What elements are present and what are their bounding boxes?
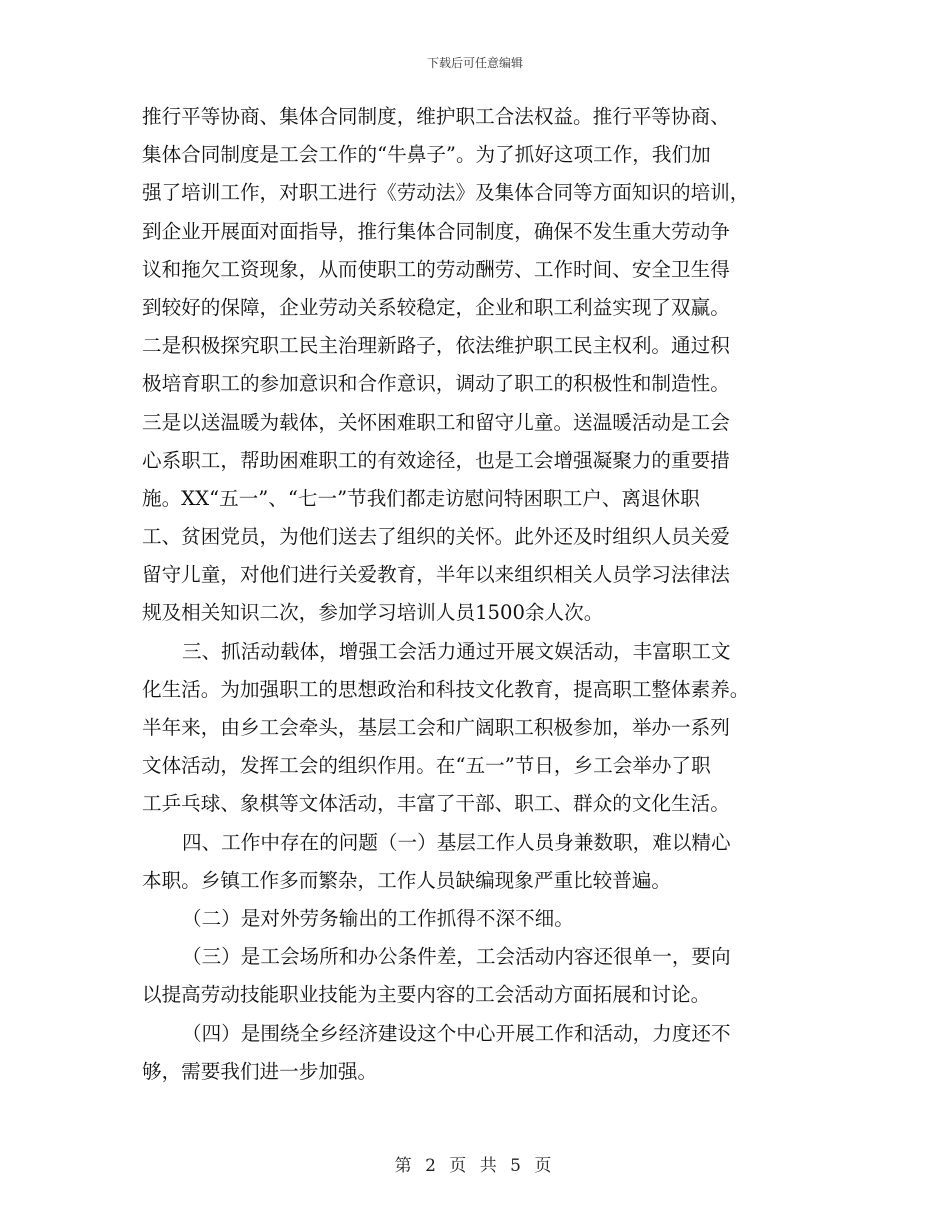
text-line: 三、抓活动载体，增强工会活力通过开展文娱活动，丰富职工文 — [182, 639, 731, 663]
text-line: 本职。乡镇工作多而繁杂，工作人员缺编现象严重比较普遍。 — [142, 868, 672, 892]
text-line: （二）是对外劳务输出的工作抓得不深不细。 — [182, 906, 574, 930]
text-line: 施。XX“五一”、“七一”节我们都走访慰问特困职工户、离退休职 — [142, 486, 700, 510]
text-line: 工、贫困党员，为他们送去了组织的关怀。此外还及时组织人员关爱 — [142, 525, 730, 549]
text-line: 推行平等协商、集体合同制度，维护职工合法权益。推行平等协商、 — [142, 105, 730, 128]
text-line: 四、工作中存在的问题（一）基层工作人员身兼数职，难以精心 — [182, 830, 731, 854]
text-line: 留守儿童，对他们进行关爱教育，半年以来组织相关人员学习法律法 — [142, 563, 730, 587]
text-line: 二是积极探究职工民主治理新路子，依法维护职工民主权利。通过积 — [142, 334, 730, 358]
text-line: 规及相关知识二次，参加学习培训人员1500余人次。 — [142, 601, 604, 625]
document-body — [142, 98, 822, 1091]
text-line: 议和拖欠工资现象，从而使职工的劳动酬劳、工作时间、安全卫生得 — [142, 257, 730, 281]
text-line: （三）是工会场所和办公条件差，工会活动内容还很单一，要向 — [182, 945, 731, 969]
text-line: 强了培训工作，对职工进行《劳动法》及集体合同等方面知识的培训， — [142, 181, 750, 205]
page-footer: 第 2 页 共 5 页 — [394, 1156, 556, 1176]
text-line: 半年来，由乡工会牵头，基层工会和广阔职工积极参加，举办一系列 — [142, 716, 730, 739]
text-line: 文体活动，发挥工会的组织作用。在“五一”节日，乡工会举办了职 — [142, 754, 711, 778]
text-line: 以提高劳动技能职业技能为主要内容的工会活动方面拓展和讨论。 — [142, 983, 711, 1007]
text-line: 到企业开展面对面指导，推行集体合同制度，确保不发生重大劳动争 — [142, 219, 730, 243]
text-line: 工乒乓球、象棋等文体活动，丰富了干部、职工、群众的文化生活。 — [142, 792, 730, 816]
text-line: 化生活。为加强职工的思想政治和科技文化教育，提高职工整体素养。 — [142, 677, 750, 701]
text-line: （四）是围绕全乡经济建设这个中心开展工作和活动，力度还不 — [182, 1021, 731, 1045]
text-line: 够，需要我们进一步加强。 — [142, 1059, 378, 1083]
text-line: 心系职工，帮助困难职工的有效途径，也是工会增强凝聚力的重要措 — [142, 448, 730, 472]
page-header: 下载后可任意编辑 — [426, 56, 523, 70]
text-line: 集体合同制度是工会工作的“牛鼻子”。为了抓好这项工作，我们加 — [142, 143, 711, 167]
text-line: 到较好的保障，企业劳动关系较稳定，企业和职工利益实现了双赢。 — [142, 295, 730, 319]
text-line: 极培育职工的参加意识和合作意识，调动了职工的积极性和制造性。 — [142, 372, 730, 396]
text-line: 三是以送温暖为载体，关怀困难职工和留守儿童。送温暖活动是工会 — [142, 410, 730, 434]
